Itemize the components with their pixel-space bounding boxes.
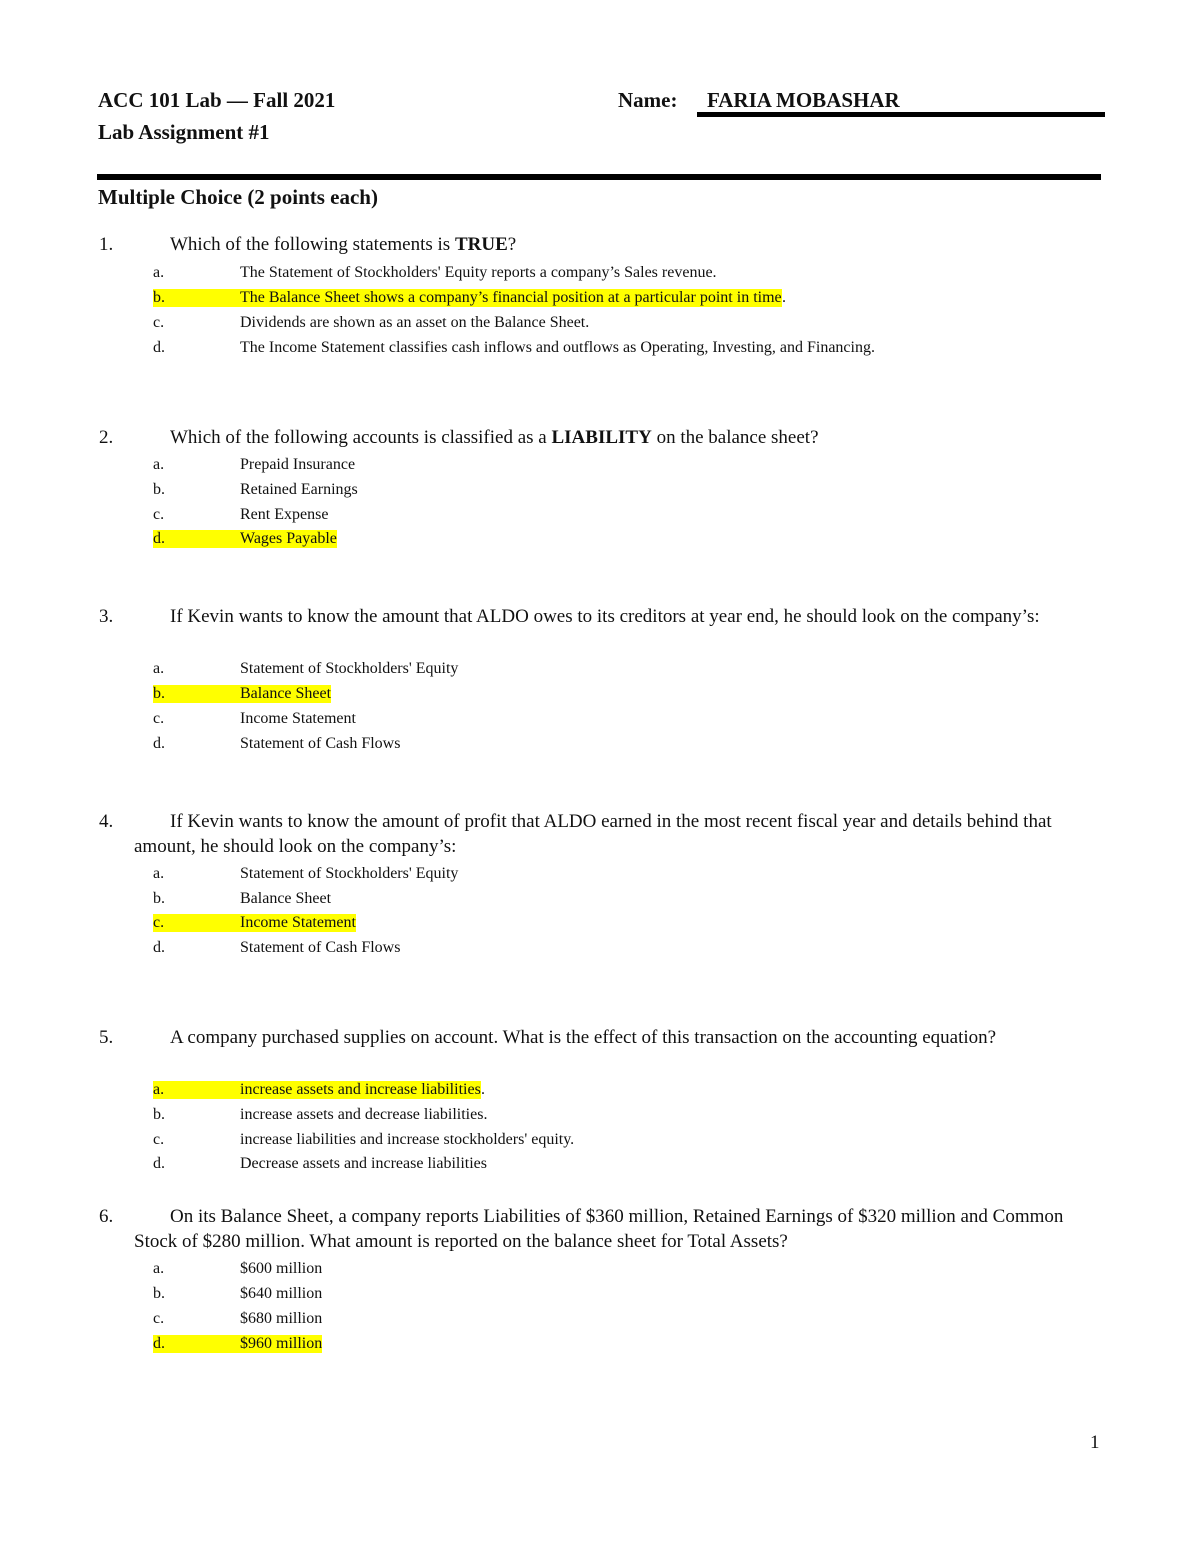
- option-letter: b.: [153, 289, 240, 307]
- question-text: [134, 426, 1109, 451]
- question-number: 2.: [99, 427, 114, 448]
- question-text-part: On its Balance Sheet, a company reports Liabilities of $360 million, Retained Earnings of $320 million and Common Stock of $280 million. What amount is reported on the balance sheet for Total Assets?: [134, 1206, 1064, 1252]
- question-text-part: If Kevin wants to know the amount that ALDO owes to its creditors at year end, he should look on the company’s:: [170, 606, 1040, 627]
- question-text-part: Which of the following statements is: [170, 234, 455, 255]
- option-text: Statement of Cash Flows: [240, 939, 401, 956]
- question-text-part: A company purchased supplies on account. What is the effect of this transaction on the accounting equation?: [170, 1027, 997, 1048]
- course-title: ACC 101 Lab — Fall 2021: [98, 88, 336, 112]
- option-text: Statement of Stockholders' Equity: [240, 865, 459, 882]
- option-text: $600 million: [240, 1260, 323, 1277]
- answer-option-selected: [0, 914, 1200, 939]
- option-text: Dividends are shown as an asset on the Balance Sheet.: [240, 314, 590, 331]
- option-letter: a.: [153, 660, 165, 677]
- question-number: 6.: [99, 1206, 114, 1227]
- answer-option: [0, 1285, 1200, 1310]
- option-text-suffix: .: [782, 289, 786, 306]
- option-letter: b.: [153, 481, 165, 498]
- option-text-suffix: .: [481, 1081, 485, 1098]
- option-letter: d.: [153, 735, 165, 752]
- option-letter: c.: [153, 710, 165, 727]
- answer-option: [0, 456, 1200, 481]
- answer-option: [0, 339, 1200, 364]
- answer-option: [0, 481, 1200, 506]
- answer-option-selected: [0, 289, 1200, 314]
- question-text-part: ?: [507, 234, 517, 255]
- answer-option: [0, 710, 1200, 735]
- question-text: [134, 810, 1109, 859]
- option-text: $640 million: [240, 1285, 323, 1302]
- answer-option: [0, 1106, 1200, 1131]
- option-letter: d.: [153, 939, 165, 956]
- option-text: Retained Earnings: [240, 481, 358, 498]
- question-keyword: LIABILITY: [551, 427, 652, 448]
- option-text: increase assets and decrease liabilities.: [240, 1106, 488, 1123]
- name-underline: [697, 112, 1105, 117]
- option-text: Balance Sheet: [240, 685, 332, 702]
- option-letter: c.: [153, 914, 240, 932]
- answer-option: [0, 314, 1200, 339]
- name-value: FARIA MOBASHAR: [707, 88, 900, 112]
- page-number: 1: [1090, 1432, 1100, 1453]
- option-letter: d.: [153, 339, 165, 356]
- question-text-part: Which of the following accounts is classified as a: [170, 427, 552, 448]
- question-keyword: TRUE: [454, 234, 508, 255]
- option-letter: c.: [153, 314, 165, 331]
- option-letter: a.: [153, 456, 165, 473]
- option-letter: d.: [153, 1335, 240, 1353]
- option-text: Balance Sheet: [240, 890, 332, 907]
- question-number: 4.: [99, 811, 114, 832]
- question-number: 3.: [99, 606, 114, 627]
- option-text: Prepaid Insurance: [240, 456, 356, 473]
- question-number: 1.: [99, 234, 114, 255]
- option-text: $960 million: [240, 1335, 323, 1352]
- option-text: Rent Expense: [240, 506, 329, 523]
- answer-option: [0, 506, 1200, 531]
- option-text: Income Statement: [240, 710, 356, 727]
- answer-option: [0, 660, 1200, 685]
- option-letter: a.: [153, 264, 165, 281]
- option-text: Wages Payable: [240, 530, 337, 547]
- name-label: Name:: [618, 88, 678, 112]
- assignment-title: Lab Assignment #1: [98, 120, 270, 144]
- answer-option: [0, 1310, 1200, 1335]
- option-letter: d.: [153, 530, 240, 548]
- answer-option-selected: [0, 530, 1200, 555]
- option-text: $680 million: [240, 1310, 323, 1327]
- option-text: increase assets and increase liabilities: [240, 1081, 481, 1098]
- question-text: [134, 1026, 1109, 1051]
- option-text: The Statement of Stockholders' Equity reports a company’s Sales revenue.: [240, 264, 717, 281]
- question-text: [134, 605, 1109, 630]
- question-text-part: on the balance sheet?: [651, 427, 819, 448]
- option-letter: b.: [153, 685, 240, 703]
- answer-option: [0, 264, 1200, 289]
- option-text: The Income Statement classifies cash inflows and outflows as Operating, Investing, and Financing.: [240, 339, 875, 356]
- section-title: Multiple Choice (2 points each): [98, 185, 378, 209]
- answer-option: [0, 1155, 1200, 1180]
- answer-option-selected: [0, 1335, 1200, 1360]
- question-number: 5.: [99, 1027, 114, 1048]
- option-letter: b.: [153, 1285, 165, 1302]
- answer-option: [0, 939, 1200, 964]
- option-letter: a.: [153, 1260, 165, 1277]
- answer-option-selected: [0, 1081, 1200, 1106]
- option-text: The Balance Sheet shows a company’s financial position at a particular point in time: [240, 289, 782, 306]
- header-rule: [97, 174, 1101, 180]
- option-letter: c.: [153, 1310, 165, 1327]
- answer-option: [0, 735, 1200, 760]
- option-letter: a.: [153, 865, 165, 882]
- answer-option: [0, 1260, 1200, 1285]
- option-letter: d.: [153, 1155, 165, 1172]
- option-text: Statement of Cash Flows: [240, 735, 401, 752]
- answer-option-selected: [0, 685, 1200, 710]
- answer-option: [0, 865, 1200, 890]
- question-text: [134, 1205, 1109, 1254]
- option-letter: c.: [153, 1131, 165, 1148]
- option-text: Income Statement: [240, 914, 356, 931]
- option-text: Statement of Stockholders' Equity: [240, 660, 459, 677]
- answer-option: [0, 890, 1200, 915]
- option-letter: b.: [153, 1106, 165, 1123]
- option-text: increase liabilities and increase stockholders' equity.: [240, 1131, 575, 1148]
- option-letter: b.: [153, 890, 165, 907]
- option-letter: c.: [153, 506, 165, 523]
- option-text: Decrease assets and increase liabilities: [240, 1155, 487, 1172]
- answer-option: [0, 1131, 1200, 1156]
- option-letter: a.: [153, 1081, 240, 1099]
- question-text-part: If Kevin wants to know the amount of profit that ALDO earned in the most recent fiscal year and details behind that amount, he should look on the company’s:: [134, 811, 1052, 857]
- question-text: [134, 233, 1109, 258]
